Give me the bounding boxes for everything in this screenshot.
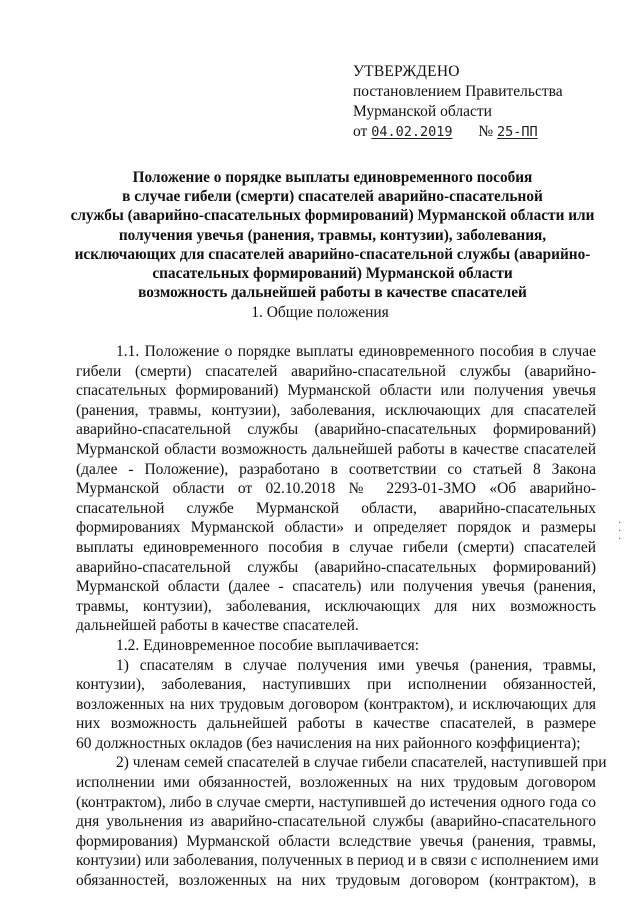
body-line: гибели (смерти) спасателей аварийно-спасательной службы (аварийно-: [76, 362, 596, 380]
body-line: спасательных формирований) Мурманской области или получения увечья: [76, 382, 596, 400]
body-line: (ранения, травмы, контузии), заболевания, исключающих для спасателей: [76, 401, 596, 419]
body-line: формирования) Мурманской области вследствие увечья (ранения, травмы,: [76, 832, 596, 850]
document-body: [76, 342, 607, 891]
heading-line: возможность дальнейшей работы в качестве спасателей: [138, 284, 527, 302]
approval-number: 25-ПП: [497, 124, 538, 140]
body-line: спасательной службе Мурманской области, аварийно-спасательных: [76, 499, 596, 517]
heading-line: в случае гибели (смерти) спасателей аварийно-спасательной: [122, 188, 543, 206]
heading-line: Положение о порядке выплаты единовременного пособия: [132, 169, 533, 186]
heading-line: службы (аварийно-спасательных формирований) Мурманской области или: [70, 207, 595, 225]
body-line: исполнении ими обязанностей, возложенных на них трудовым договором: [76, 774, 596, 792]
body-line: Мурманской области возможность дальнейшей работы в качестве спасателей: [76, 440, 596, 458]
body-line: дня увольнения из аварийно-спасательной службы (аварийно-спасательного: [76, 813, 596, 831]
body-line: 1.2. Единовременное пособие выплачивается:: [116, 636, 419, 654]
heading-line: получения увечья (ранения, травмы, контузии), заболевания,: [118, 226, 547, 244]
body-line: них возможность дальнейшей работы в качестве спасателей, в размере: [76, 715, 596, 733]
body-line: травмы, контузии), заболевания, исключающих для них возможность: [76, 597, 596, 615]
date-prefix: от: [353, 123, 368, 140]
body-line: обязанностей, возложенных на них трудовым договором (контрактом), в: [76, 872, 596, 890]
body-line: возложенных на них трудовым договором (контрактом), и исключающих для: [76, 695, 596, 713]
body-line: 1.1. Положение о порядке выплаты единовременного пособия в случае: [116, 343, 596, 360]
body-line: 2) членам семей спасателей в случае гибели спасателей, наступившей при: [116, 754, 607, 772]
body-line: Мурманской области (далее - спасатель) или получения увечья (ранения,: [76, 578, 596, 596]
heading-line: спасательных формирований) Мурманской области: [152, 265, 513, 283]
body-line: 60 должностных окладов (без начисления на них районного коэффициента);: [76, 734, 581, 752]
number-prefix: №: [478, 123, 494, 140]
body-line: контузии), заболевания, наступивших при исполнении обязанностей,: [76, 676, 596, 694]
body-line: (далее - Положение), разработано в соответствии со статьей 8 Закона: [76, 460, 596, 478]
body-line: Мурманской области от 02.10.2018 № 2293-01-ЗМО «Об аварийно-: [76, 480, 596, 498]
document-heading: [60, 168, 605, 302]
approval-title: УТВЕРЖДЕНО: [353, 63, 460, 80]
body-line: дальнейшей работы в качестве спасателей.: [76, 617, 359, 635]
approval-line-1: постановлением Правительства: [353, 83, 563, 100]
scan-margin-marks: · · ·: [618, 518, 622, 545]
body-line: аварийно-спасательной службы (аварийно-спасательных формирований): [76, 421, 596, 439]
body-line: выплаты единовременного пособия в случае гибели (смерти) спасателей: [76, 538, 596, 556]
approval-date-number-line: [353, 122, 613, 142]
approval-date: 04.02.2019: [371, 124, 453, 140]
approval-stamp-block: [353, 62, 613, 142]
body-line: аварийно-спасательной службы (аварийно-спасательных формирований): [76, 558, 596, 576]
approval-line-2: Мурманской области: [353, 103, 492, 120]
body-line: (контрактом), либо в случае смерти, наступившей до истечения одного года со: [76, 793, 596, 811]
section-title: 1. Общие положения: [251, 304, 389, 321]
heading-line: исключающих для спасателей аварийно-спасательной службы (аварийно-: [74, 245, 591, 263]
body-line: 1) спасателям в случае получения ими увечья (ранения, травмы,: [116, 656, 596, 674]
body-line: контузии) или заболевания, полученных в период и в связи с исполнением ими: [76, 852, 599, 870]
body-line: формированиях Мурманской области» и определяет порядок и размеры: [76, 519, 596, 537]
